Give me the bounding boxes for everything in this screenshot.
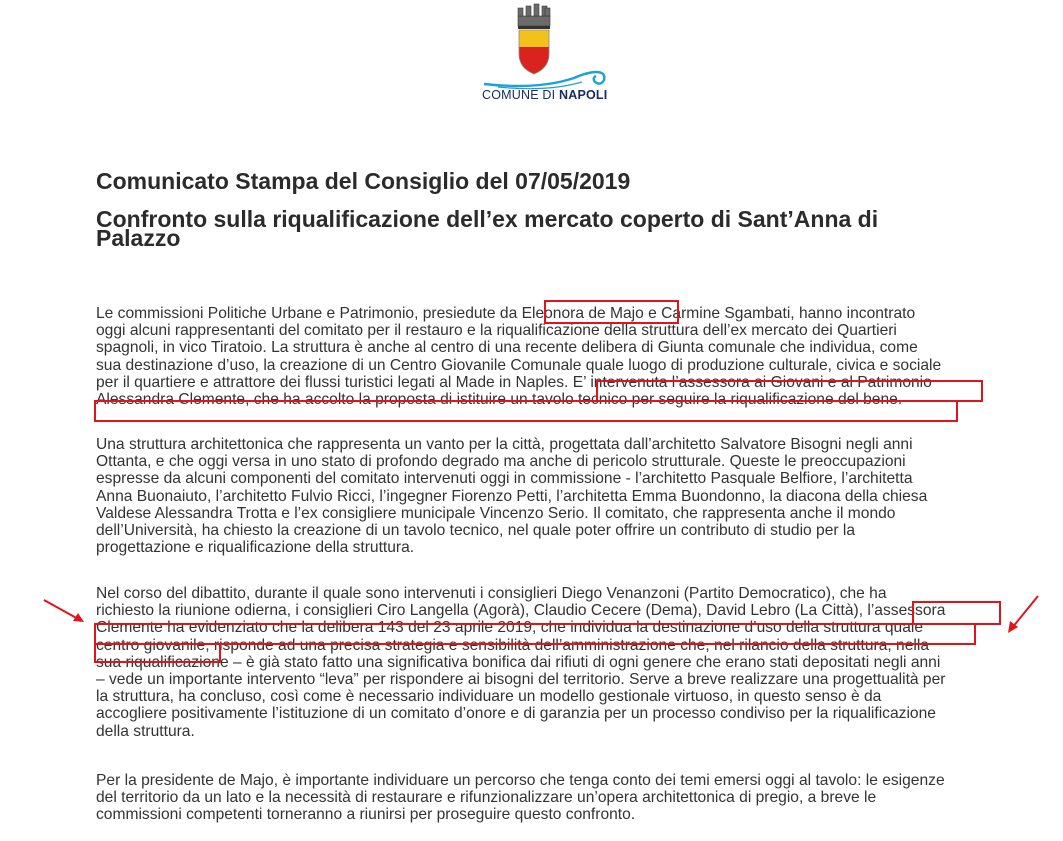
text-line: Le commissioni Politiche Urbane e Patrimonio, presiedute da Eleonora de Majo e Carmine Sgambati, hanno incontrato — [96, 305, 916, 322]
text-line: Anna Buonaiuto, l’architetto Fulvio Ricci, l’ingegner Fiorenzo Petti, l’architetta Emma Buondonno, la diacona della chiesa — [96, 487, 928, 505]
text-line: progettazione e riqualificazione della struttura. — [96, 539, 415, 557]
coat-of-arms-icon — [478, 2, 612, 92]
text-line: Per la presidente de Majo, è importante individuare un percorso che tenga conto dei temi emersi oggi al tavolo: le esigenze — [96, 772, 945, 789]
subtitle-line: Palazzo — [96, 225, 181, 251]
text-line: la struttura, ha concluso, così come è necessario individuare un modello gestionale virtuoso, in questo senso è da — [96, 688, 882, 706]
annotation-arrow-right-icon — [1002, 592, 1042, 636]
text-line: oggi alcuni rappresentanti del comitato per il restauro e la riqualificazione della struttura dell’ex mercato dei Quartieri — [96, 322, 897, 340]
logo-text: COMUNE DI NAPOLI — [482, 88, 608, 102]
text-line: per il quartiere e attrattore dei flussi turistici legati al Made in Naples. E’ intervenuta l’assessora ai Giovani e al Patrimonio — [96, 373, 932, 391]
comune-di-napoli-logo — [478, 2, 612, 106]
text-line: Ottanta, e che oggi versa in uno stato di profondo degrado ma anche di pericolo strutturale. Queste le preoccupazioni — [96, 453, 906, 471]
paragraph-3 — [96, 585, 945, 740]
text-line: accogliere positivamente l’istituzione di un comitato d’onore e di garanzia per un processo condiviso per la riqualificazione — [96, 705, 936, 723]
page-title: Comunicato Stampa del Consiglio del 07/05/2019 — [96, 168, 631, 194]
text-line: espresse da alcuni componenti del comitato intervenuti oggi in commissione - l’architetto Pasquale Belfiore, l’architetta — [96, 470, 913, 488]
text-line: del territorio da un lato e la necessità di restaurare e rifunzionalizzare un’opera architettonica di pregio, a breve le — [96, 789, 877, 807]
paragraph-4 — [96, 772, 945, 824]
text-line: della struttura. — [96, 722, 195, 740]
text-line: Valdese Alessandra Trotta e l’ex consigliere municipale Vincenzo Serio. Il comitato, che rappresenta anche il mondo — [96, 504, 896, 522]
paragraph-2 — [96, 436, 927, 556]
text-line: richiesto la riunione odierna, i consiglieri Ciro Langella (Agorà), Claudio Cecere (Dema), David Lebro (La Città), l’assessora — [96, 602, 946, 620]
text-line: Una struttura architettonica che rappresenta un vanto per la città, progettata dall’architetto Salvatore Bisogni negli anni — [96, 436, 913, 453]
text-line: commissioni competenti torneranno a riunirsi per proseguire questo confronto. — [96, 806, 636, 824]
text-line: sua destinazione d’uso, la creazione di un Centro Giovanile Comunale quale luogo di produzione culturale, civica e sociale — [96, 356, 942, 374]
subtitle-line: Confronto sulla riqualificazione dell’ex mercato coperto di Sant’Anna di — [96, 206, 879, 232]
paragraph-1 — [96, 305, 941, 408]
text-line: dell’Università, ha chiesto la creazione di un tavolo tecnico, nel quale poter offrire un contributo di studio per la — [96, 522, 856, 540]
text-line: sua riqualificazione – è già stato fatto una significativa bonifica dai rifiuti di ogni genere che erano stati depositati negli anni — [96, 653, 941, 671]
text-line: spagnoli, in vico Tiratoio. La struttura è anche al centro di una recente delibera di Giunta comunale che individua, come — [96, 339, 918, 357]
text-line: Clemente ha evidenziato che la delibera 143 del 23 aprile 2019, che individua la destinazione d’uso della struttura quale — [96, 619, 924, 637]
text-line: Nel corso del dibattito, durante il quale sono intervenuti i consiglieri Diego Venanzoni (Partito Democratico), che ha — [96, 585, 887, 602]
text-line: Alessandra Clemente, che ha accolto la proposta di istituire un tavolo tecnico per seguire la riqualificazione del bene. — [96, 391, 903, 409]
annotation-arrow-left-icon — [40, 596, 90, 626]
text-line: – vede un importante intervento “leva” per rispondere ai bisogni del territorio. Serve a breve realizzare una progettualità per — [96, 671, 946, 689]
page-subtitle — [96, 206, 879, 251]
text-line: centro giovanile, risponde ad una precisa strategia e sensibilità dell’amministrazione che, nel rilancio della struttura, nella — [96, 636, 929, 654]
